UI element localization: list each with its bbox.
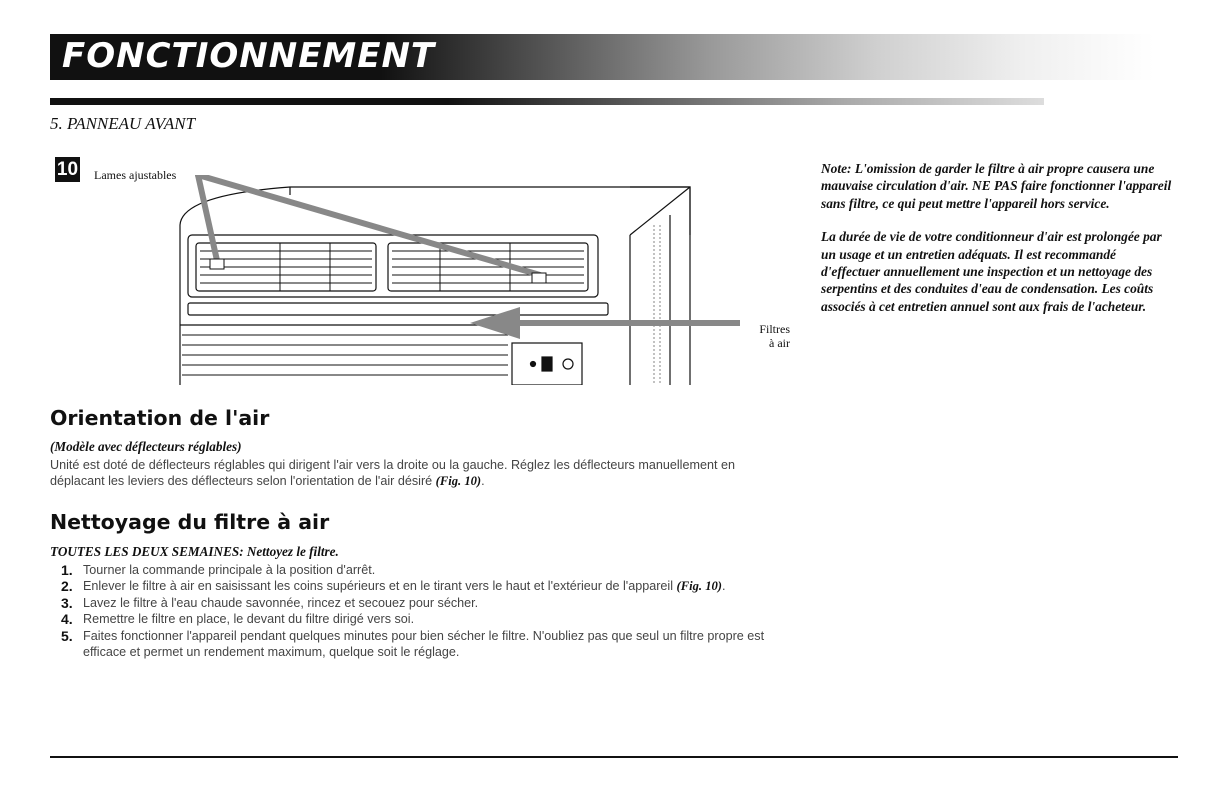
footer-rule xyxy=(50,756,1178,758)
step-text: Lavez le filtre à l'eau chaude savonnée, rincez et secouez pour sécher. xyxy=(83,595,479,610)
step-number: 5. xyxy=(61,627,73,644)
label-air-filters xyxy=(750,322,790,350)
step-text-end: . xyxy=(722,579,726,594)
list-item xyxy=(50,578,810,594)
orientation-body xyxy=(50,457,790,490)
orientation-body-end: . xyxy=(481,474,485,489)
header-banner xyxy=(50,34,1154,80)
step-text: Remettre le filtre en place, le devant du filtre dirigé vers soi. xyxy=(83,612,415,627)
list-item xyxy=(50,611,810,627)
subheading-every-two-weeks: TOUTES LES DEUX SEMAINES: Nettoyez le filtre. xyxy=(50,544,339,559)
cleaning-steps-list xyxy=(50,562,810,660)
banner-title: FONCTIONNEMENT xyxy=(62,36,436,76)
step-number: 2. xyxy=(61,578,73,595)
heading-filter-cleaning: Nettoyage du filtre à air xyxy=(50,510,330,534)
step-text: Faites fonctionner l'appareil pendant quelques minutes pour bien sécher le filtre. N'oubliez pas que seul un filtre propre est efficace et permet un rendement maximum, quelque soit le réglage. xyxy=(83,628,765,660)
step-number: 4. xyxy=(61,611,73,628)
step-text: Enlever le filtre à air en saisissant les coins supérieurs et en le tirant vers le haut et l'extérieur de l'appareil xyxy=(83,579,674,594)
step-number: 3. xyxy=(61,594,73,611)
orientation-fig-ref: (Fig. 10) xyxy=(435,474,482,489)
label-filtres-line1: Filtres xyxy=(759,322,790,336)
list-item xyxy=(50,595,810,611)
label-adjustable-louvers: Lames ajustables xyxy=(94,168,177,182)
step-text: Tourner la commande principale à la position d'arrêt. xyxy=(83,563,376,577)
figure-number-badge: 10 xyxy=(56,159,79,180)
section-title: 5. PANNEAU AVANT xyxy=(50,114,196,133)
list-item xyxy=(50,562,810,578)
label-filtres-line2: à air xyxy=(769,336,790,350)
step-fig-ref: (Fig. 10) xyxy=(676,579,722,594)
header-rule xyxy=(50,98,1044,105)
note-block xyxy=(821,160,1176,331)
note-paragraph-2: La durée de vie de votre conditionneur d'air est prolongée par un usage et un entretien adéquats. Il est recommandé d'effectuer annuellement une inspection et un nettoyage des serpentins et des conduites d'eau de condensation. Les coûts associés à cet entretien annuel sont aux frais de l'acheteur. xyxy=(821,229,1162,314)
note-paragraph-1: Note: L'omission de garder le filtre à air propre causera une mauvaise circulation d'air. NE PAS faire fonctionner l'appareil sans filtre, ce qui peut mettre l'appareil hors service. xyxy=(821,161,1172,211)
orientation-body-text: Unité est doté de déflecteurs réglables qui dirigent l'air vers la droite ou la gauche. Réglez les déflecteurs manuellement en déplacant les leviers des déflecteurs selon l'orientation de l'air désiré xyxy=(50,458,735,489)
step-number: 1. xyxy=(61,562,73,578)
air-conditioner-illustration xyxy=(170,175,740,385)
list-item xyxy=(50,628,810,661)
heading-air-orientation: Orientation de l'air xyxy=(50,406,270,430)
subheading-adjustable-deflectors: (Modèle avec déflecteurs réglables) xyxy=(50,439,242,454)
